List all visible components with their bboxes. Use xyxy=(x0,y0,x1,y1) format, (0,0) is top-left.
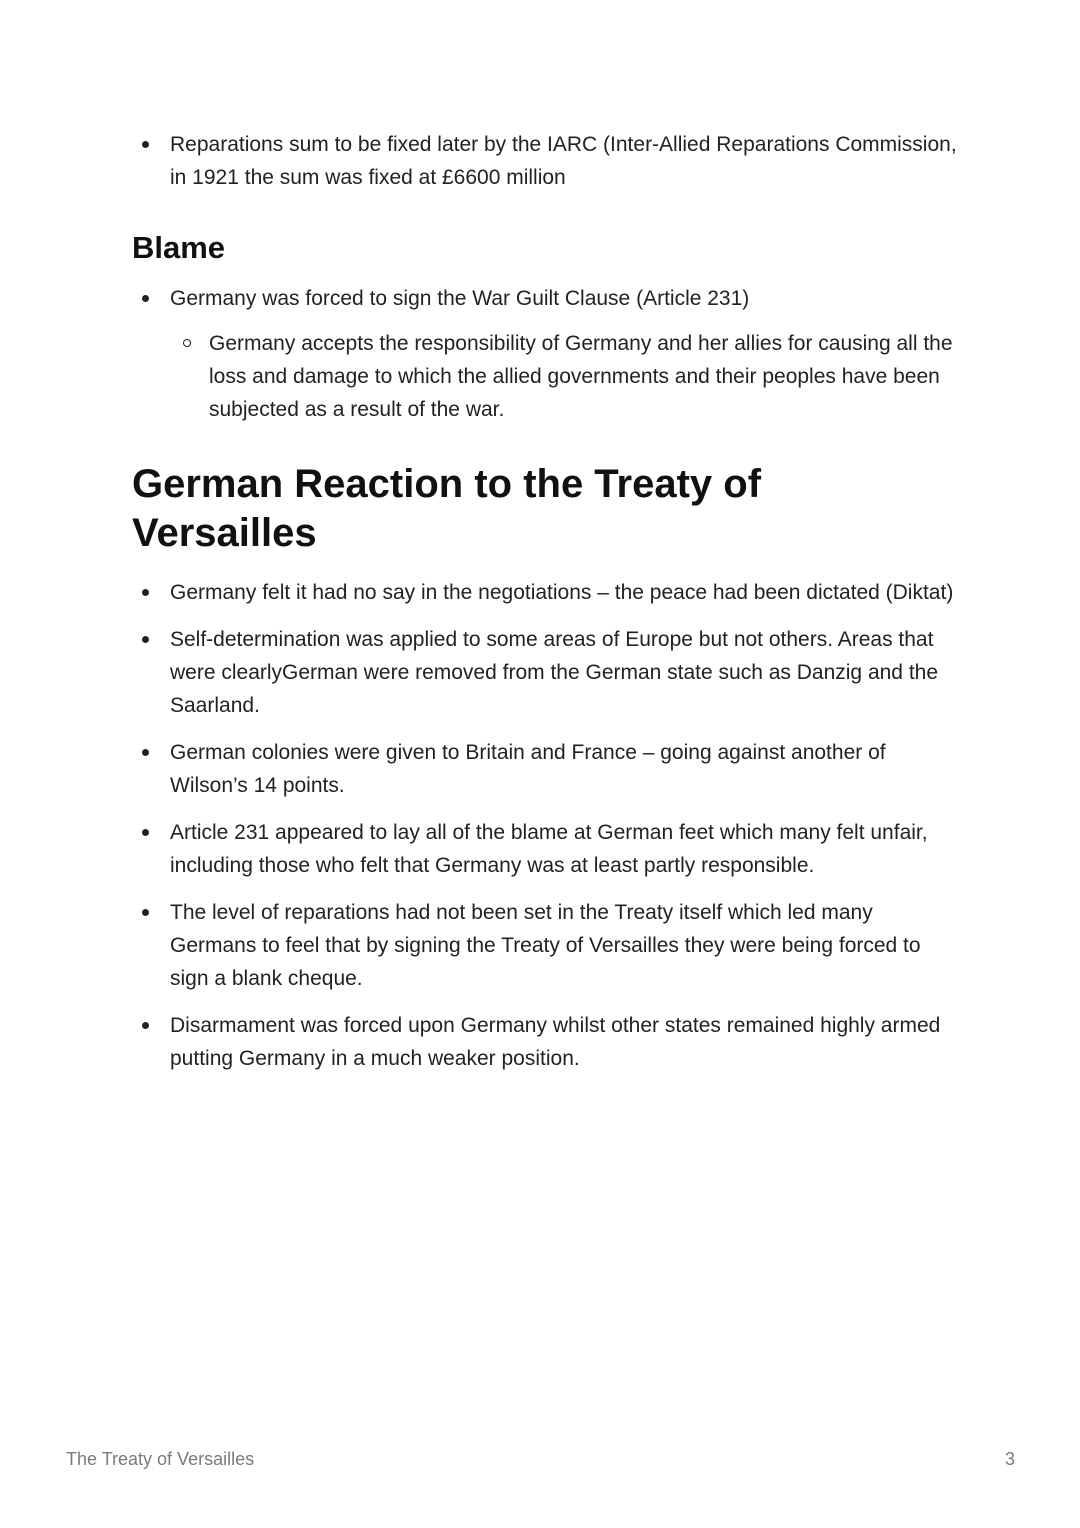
bullet-icon xyxy=(142,1022,149,1029)
bullet-icon xyxy=(142,909,149,916)
page-content xyxy=(132,128,962,1089)
reaction-heading xyxy=(132,460,962,558)
footer-page-number: 3 xyxy=(1004,1449,1015,1469)
reaction-heading-line2: Versailles xyxy=(132,511,317,555)
hollow-bullet-icon xyxy=(183,339,191,347)
bullet-icon xyxy=(142,829,149,836)
bullet-icon xyxy=(142,636,149,643)
bullet-icon xyxy=(142,141,149,148)
blame-bullet-list xyxy=(132,282,962,426)
list-item xyxy=(132,576,962,609)
bullet-icon xyxy=(142,295,149,302)
list-item-text: German colonies were given to Britain and France – going against another of Wilson’s 14 points. xyxy=(170,741,886,797)
reaction-bullet-list xyxy=(132,576,962,1075)
list-item-text: Germany was forced to sign the War Guilt Clause (Article 231) xyxy=(170,287,750,310)
bullet-icon xyxy=(142,749,149,756)
list-item-text: Article 231 appeared to lay all of the blame at German feet which many felt unfair, including those who felt that Germany was at least partly responsible. xyxy=(170,821,928,877)
reaction-heading-line1: German Reaction to the Treaty of xyxy=(132,462,762,506)
list-item xyxy=(132,282,962,426)
blame-sub-list xyxy=(170,327,962,426)
list-item xyxy=(132,623,962,722)
list-item-text: The level of reparations had not been set in the Treaty itself which led many Germans to feel that by signing the Treaty of Versailles they were being forced to sign a blank cheque. xyxy=(170,901,921,990)
list-item-text: Germany felt it had no say in the negotiations – the peace had been dictated (Diktat) xyxy=(170,581,954,604)
list-item xyxy=(132,128,962,194)
list-item xyxy=(132,1009,962,1075)
list-item-text: Disarmament was forced upon Germany whilst other states remained highly armed putting Germany in a much weaker position. xyxy=(170,1014,941,1070)
list-item-text: Self-determination was applied to some areas of Europe but not others. Areas that were clearlyGerman were removed from the German state such as Danzig and the Saarland. xyxy=(170,628,939,717)
list-item xyxy=(132,736,962,802)
blame-heading: Blame xyxy=(132,230,226,265)
sub-list-item-text: Germany accepts the responsibility of Germany and her allies for causing all the loss and damage to which the allied governments and their peoples have been subjected as a result of the war. xyxy=(209,332,953,421)
footer-document-title: The Treaty of Versailles xyxy=(66,1449,255,1469)
list-item xyxy=(132,896,962,995)
list-item-text: Reparations sum to be fixed later by the IARC (Inter-Allied Reparations Commission, in 1921 the sum was fixed at £6600 million xyxy=(170,133,957,189)
intro-bullet-list xyxy=(132,128,962,194)
sub-list-item xyxy=(170,327,962,426)
bullet-icon xyxy=(142,589,149,596)
list-item xyxy=(132,816,962,882)
